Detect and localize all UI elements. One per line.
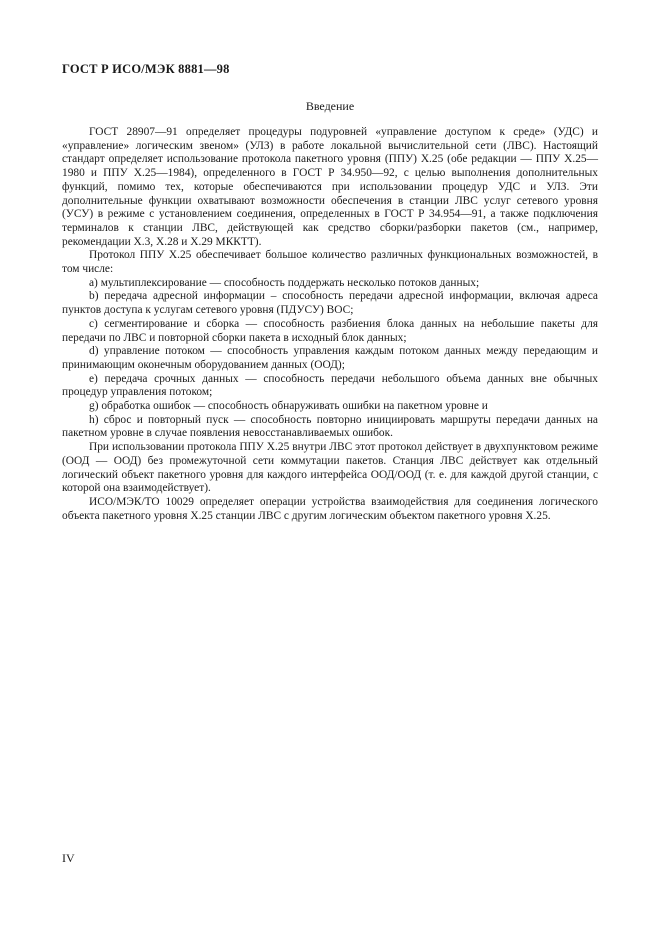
- paragraph-point-to-point: При использовании протокола ППУ Х.25 внутри ЛВС этот протокол действует в двухпунктовом режиме (ООД — ООД) без промежуточной сети коммутации пакетов. Станция ЛВС действует как отдельный логический объект пакетного уровня для каждого интерфейса ООД/ООД (т. е. для каждой другой станции, с которой она взаимодействует).: [62, 441, 598, 495]
- list-item-segmentation: c) сегментирование и сборка — способность разбиения блока данных на небольшие пакеты для передачи по ЛВС и повторной сборки пакета в исходный блок данных;: [62, 317, 598, 344]
- list-item-expedited-data: e) передача срочных данных — способность передачи небольшого объема данных вне обычных процедур управления потоком;: [62, 372, 598, 399]
- body-text: [62, 126, 598, 523]
- list-item-address-transfer: b) передача адресной информации – способность передачи адресной информации, включая адреса пунктов доступа к услугам сетевого уровня (ПДУСУ) ВОС;: [62, 290, 598, 317]
- list-item-multiplexing: a) мультиплексирование — способность поддержать несколько потоков данных;: [89, 276, 480, 289]
- list-item-flow-control: d) управление потоком — способность управления каждым потоком данных между передающим и принимающим оконечным оборудованием данных (ООД);: [62, 345, 598, 371]
- list-item-error-handling: g) обработка ошибок — способность обнаруживать ошибки на пакетном уровне и: [89, 400, 488, 413]
- list-item-reset-restart: h) сброс и повторный пуск — способность повторно инициировать маршруты передачи данных на пакетном уровне в случае появления невосстанавливаемых ошибок.: [62, 413, 598, 440]
- section-title: Введение: [305, 99, 355, 113]
- paragraph-iso-reference: ИСО/МЭК/ТО 10029 определяет операции устройства взаимодействия для соединения логического объекта пакетного уровня Х.25 станции ЛВС с другим логическим объектом пакетного уровня Х.25.: [62, 495, 598, 522]
- paragraph-capabilities-intro: Протокол ППУ Х.25 обеспечивает большое количество различных функциональных возможностей, в том числе:: [62, 249, 598, 276]
- page-number: IV: [62, 851, 75, 865]
- document-code-header: ГОСТ Р ИСО/МЭК 8881—98: [62, 62, 230, 76]
- paragraph-overview: ГОСТ 28907—91 определяет процедуры подуровней «управление доступом к среде» (УДС) и «управление» логическим звеном» (УЛЗ) в работе локальной вычислительной сети (ЛВС). Настоящий стандарт определяет использование протокола пакетного уровня (ППУ) Х.25 (обе редакции — ППУ Х.25—1980 и ППУ Х.25—1984), определенного в ГОСТ Р 34.950—92, с целью выполнения дополнительных функций, помимо тех, которые обеспечиваются при использовании процедур УДС и УЛЗ. Эти дополнительные функции охватывают возможности обеспечения в станции ЛВС услуг сетевого уровня (УСУ) в режиме с установлением соединения, определенных в ГОСТ Р 34.954—91, а также подключения терминалов к станции ЛВС, действующей как средство сборки/разборки пакетов (см., например, рекомендации Х.3, Х.28 и Х.29 МККТТ).: [62, 126, 598, 248]
